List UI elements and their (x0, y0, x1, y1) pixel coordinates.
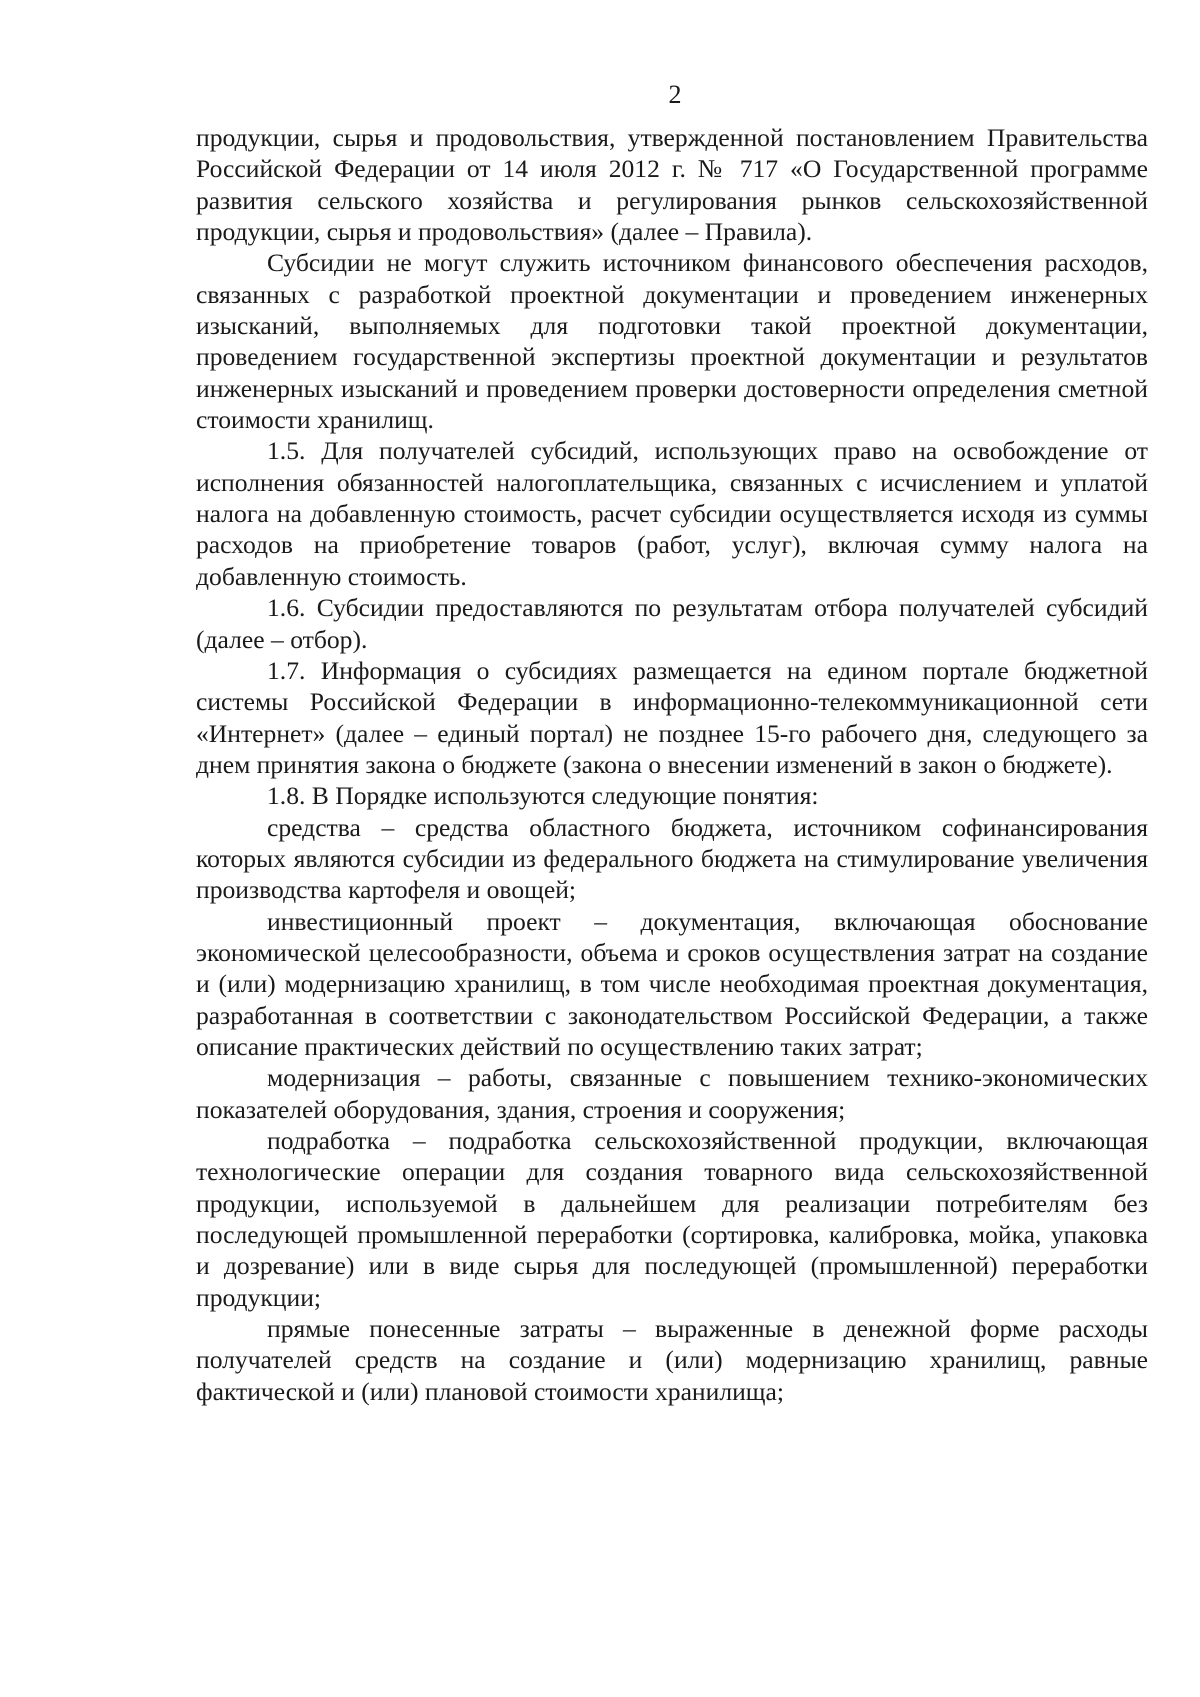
paragraph: 1.8. В Порядке используются следующие понятия: (267, 781, 819, 811)
document-body (196, 122, 1148, 1407)
paragraph: 1.6. Субсидии предоставляются по результатам отбора получателей субсидий (далее – отбор). (196, 593, 1148, 654)
paragraph: 1.7. Информация о субсидиях размещается на едином портале бюджетной системы Российской Федерации в информационно-телекоммуникационной сети «Интернет» (далее – единый портал) не позднее 15-го рабочего дня, следующего за днем принятия закона о бюджете (закона о внесении изменений в закон о бюджете). (196, 655, 1148, 779)
paragraph: модернизация – работы, связанные с повышением технико-экономических показателей оборудования, здания, строения и сооружения; (196, 1063, 1148, 1124)
paragraph: инвестиционный проект – документация, включающая обоснование экономической целесообразности, объема и сроков осуществления затрат на создание и (или) модернизацию хранилищ, в том числе необходимая проектная документация, разработанная в соответствии с законодательством Российской Федерации, а также описание практических действий по осуществлению таких затрат; (196, 906, 1148, 1061)
paragraph: подработка – подработка сельскохозяйственной продукции, включающая технологические операции для создания товарного вида сельскохозяйственной продукции, используемой в дальнейшем для реализации потребителям без последующей промышленной переработки (сортировка, калибровка, мойка, упаковка и дозревание) или в виде сырья для последующей (промышленной) переработки продукции; (196, 1126, 1148, 1312)
paragraph: прямые понесенные затраты – выраженные в денежной форме расходы получателей средств на создание и (или) модернизацию хранилищ, равные фактической и (или) плановой стоимости хранилища; (196, 1314, 1148, 1406)
paragraph: продукции, сырья и продовольствия, утвержденной постановлением Правительства Российской Федерации от 14 июля 2012 г. № 717 «О Государственной программе развития сельского хозяйства и регулирования рынков сельскохозяйственной продукции, сырья и продовольствия» (далее – Правила). (196, 123, 1148, 247)
page-number: 2 (668, 80, 682, 109)
paragraph: средства – средства областного бюджета, источником софинансирования которых являются субсидии из федерального бюджета на стимулирование увеличения производства картофеля и овощей; (196, 812, 1148, 905)
paragraph: Субсидии не могут служить источником финансового обеспечения расходов, связанных с разработкой проектной документации и проведением инженерных изысканий, выполняемых для подготовки такой проектной документации, проведением государственной экспертизы проектной документации и результатов инженерных изысканий и проведением проверки достоверности определения сметной стоимости хранилищ. (196, 248, 1148, 435)
paragraph: 1.5. Для получателей субсидий, использующих право на освобождение от исполнения обязанностей налогоплательщика, связанных с исчислением и уплатой налога на добавленную стоимость, расчет субсидии осуществляется исходя из суммы расходов на приобретение товаров (работ, услуг), включая сумму налога на добавленную стоимость. (196, 436, 1148, 591)
